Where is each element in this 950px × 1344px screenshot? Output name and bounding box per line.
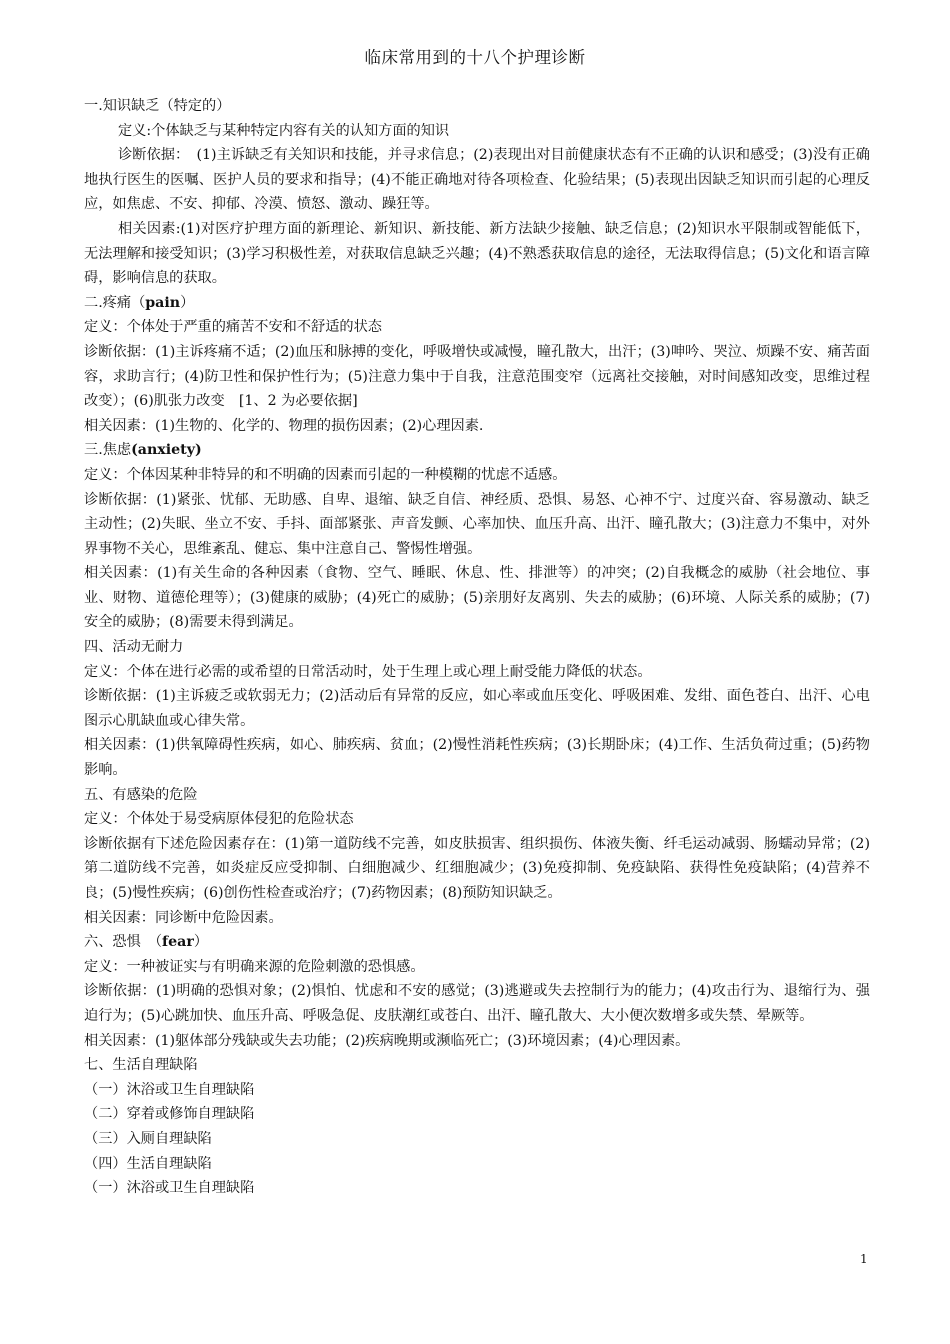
page-title: 临床常用到的十八个护理诊断 [364,48,586,67]
section-6-definition: 定义：一种被证实与有明确来源的危险刺激的恐惧感。 [84,958,425,975]
section-6-heading-term: fear [162,934,194,951]
section-3-heading-prefix: 三.焦虑 [84,442,132,459]
section-5-heading: 五、有感染的危险 [84,786,198,803]
section-6-factors: 相关因素：(1)躯体部分残缺或失去功能；(2)疾病晚期或濒临死亡；(3)环境因素；(4)心理因素。 [84,1032,690,1049]
section-3-heading-term: (anxiety) [131,442,202,459]
section-3-basis: 诊断依据：(1)紧张、忧郁、无助感、自卑、退缩、缺乏自信、神经质、恐惧、易怒、心神不宁、过度兴奋、容易激动、缺乏主动性；(2)失眠、坐立不安、手抖、面部紧张、声音发颤、心率加快、血压升高、出汗、瞳孔散大；(3)注意力不集中，对外界事物不关心，思维紊乱、健忘、集中注意自己、警惕性增强。 [84,491,870,557]
section-2-heading-suffix: ） [180,294,195,311]
section-3-heading [84,438,870,463]
section-6-heading [84,930,870,955]
section-6-heading-suffix: ） [193,934,209,951]
section-2-basis: 诊断依据：(1)主诉疼痛不适；(2)血压和脉搏的变化，呼吸增快或减慢，瞳孔散大，出汗；(3)呻吟、哭泣、烦躁不安、痛苦面容，求助言行；(4)防卫性和保护性行为；(5)注意力集中于自我，注意范围变窄（远离社交接触，对时间感知改变，思维过程改变）；(6)肌张力改变 [1、2 为必要依据] [84,343,870,410]
section-7-item: （一）沐浴或卫生自理缺陷 [84,1081,255,1098]
section-7-item: （一）沐浴或卫生自理缺陷 [84,1180,255,1197]
section-1-factors: 相关因素:(1)对医疗护理方面的新理论、新知识、新技能、新方法缺少接触、缺乏信息；(2)知识水平限制或智能低下，无法理解和接受知识；(3)学习积极性差，对获取信息缺乏兴趣；(4)不熟悉获取信息的途径，无法取得信息；(5)文化和语言障碍，影响信息的获取。 [84,220,870,287]
section-7-item: （三）入厕自理缺陷 [84,1130,212,1147]
section-6-basis: 诊断依据：(1)明确的恐惧对象；(2)惧怕、忧虑和不安的感觉；(3)逃避或失去控制行为的能力；(4)攻击行为、退缩行为、强迫行为；(5)心跳加快、血压升高、呼吸急促、皮肤潮红或苍白、出汗、瞳孔散大、大小便次数增多或失禁、晕厥等。 [84,983,870,1024]
section-5-factors: 相关因素：同诊断中危险因素。 [84,909,283,926]
section-4-factors: 相关因素：(1)供氧障碍性疾病，如心、肺疾病、贫血；(2)慢性消耗性疾病；(3)长期卧床；(4)工作、生活负荷过重；(5)药物影响。 [84,737,870,779]
section-2-definition: 定义：个体处于严重的痛苦不安和不舒适的状态 [84,319,382,336]
section-3-definition: 定义：个体因某种非特异的和不明确的因素而引起的一种模糊的忧虑不适感。 [84,466,567,483]
section-2-heading-prefix: 二.疼痛（ [84,294,146,311]
section-5-basis: 诊断依据有下述危险因素存在：(1)第一道防线不完善，如皮肤损害、组织损伤、体液失衡、纤毛运动减弱、肠蠕动异常；(2)第二道防线不完善，如炎症反应受抑制、白细胞减少、红细胞减少；(3)免疫抑制、免疫缺陷、获得性免疫缺陷；(4)营养不良；(5)慢性疾病；(6)创伤性检查或治疗；(7)药物因素；(8)预防知识缺乏。 [84,835,870,901]
section-7-item: （四）生活自理缺陷 [84,1155,212,1172]
section-4-heading: 四、活动无耐力 [84,639,184,656]
page-number: 1 [860,1252,868,1266]
section-1-heading: 一.知识缺乏（特定的） [84,98,231,114]
section-3-factors: 相关因素：(1)有关生命的各种因素（食物、空气、睡眠、休息、性、排泄等）的冲突；(2)自我概念的威胁（社会地位、事业、财物、道德伦理等）；(3)健康的威胁；(4)死亡的威胁；(5)亲朋好友离别、失去的威胁；(6)环境、人际关系的威胁；(7)安全的威胁；(8)需要未得到满足。 [84,565,870,631]
section-1-definition: 定义:个体缺乏与某种特定内容有关的认知方面的知识 [118,122,450,139]
section-2-factors: 相关因素：(1)生物的、化学的、物理的损伤因素；(2)心理因素. [84,417,484,434]
section-2-heading-term: pain [145,294,181,311]
section-5-definition: 定义：个体处于易受病原体侵犯的危险状态 [84,811,354,828]
section-4-definition: 定义：个体在进行必需的或希望的日常活动时，处于生理上或心理上耐受能力降低的状态。 [84,663,652,680]
section-6-heading-prefix: 六、恐惧 （ [84,934,163,951]
section-1-basis: 诊断依据： (1)主诉缺乏有关知识和技能，并寻求信息；(2)表现出对目前健康状态有不正确的认识和感受；(3)没有正确地执行医生的医嘱、医护人员的要求和指导；(4)不能正确地对待各项检查、化验结果；(5)表现出因缺乏知识而引起的心理反应，如焦虑、不安、抑郁、冷漠、愤怒、激动、躁狂等。 [84,147,870,213]
section-7-heading: 七、生活自理缺陷 [84,1057,198,1074]
section-4-basis: 诊断依据：(1)主诉疲乏或软弱无力；(2)活动后有异常的反应，如心率或血压变化、呼吸困难、发绀、面色苍白、出汗、心电图示心肌缺血或心律失常。 [84,688,870,729]
section-7-item: （二）穿着或修饰自理缺陷 [84,1106,255,1123]
section-2-heading [84,291,870,316]
document-body [84,94,870,1201]
